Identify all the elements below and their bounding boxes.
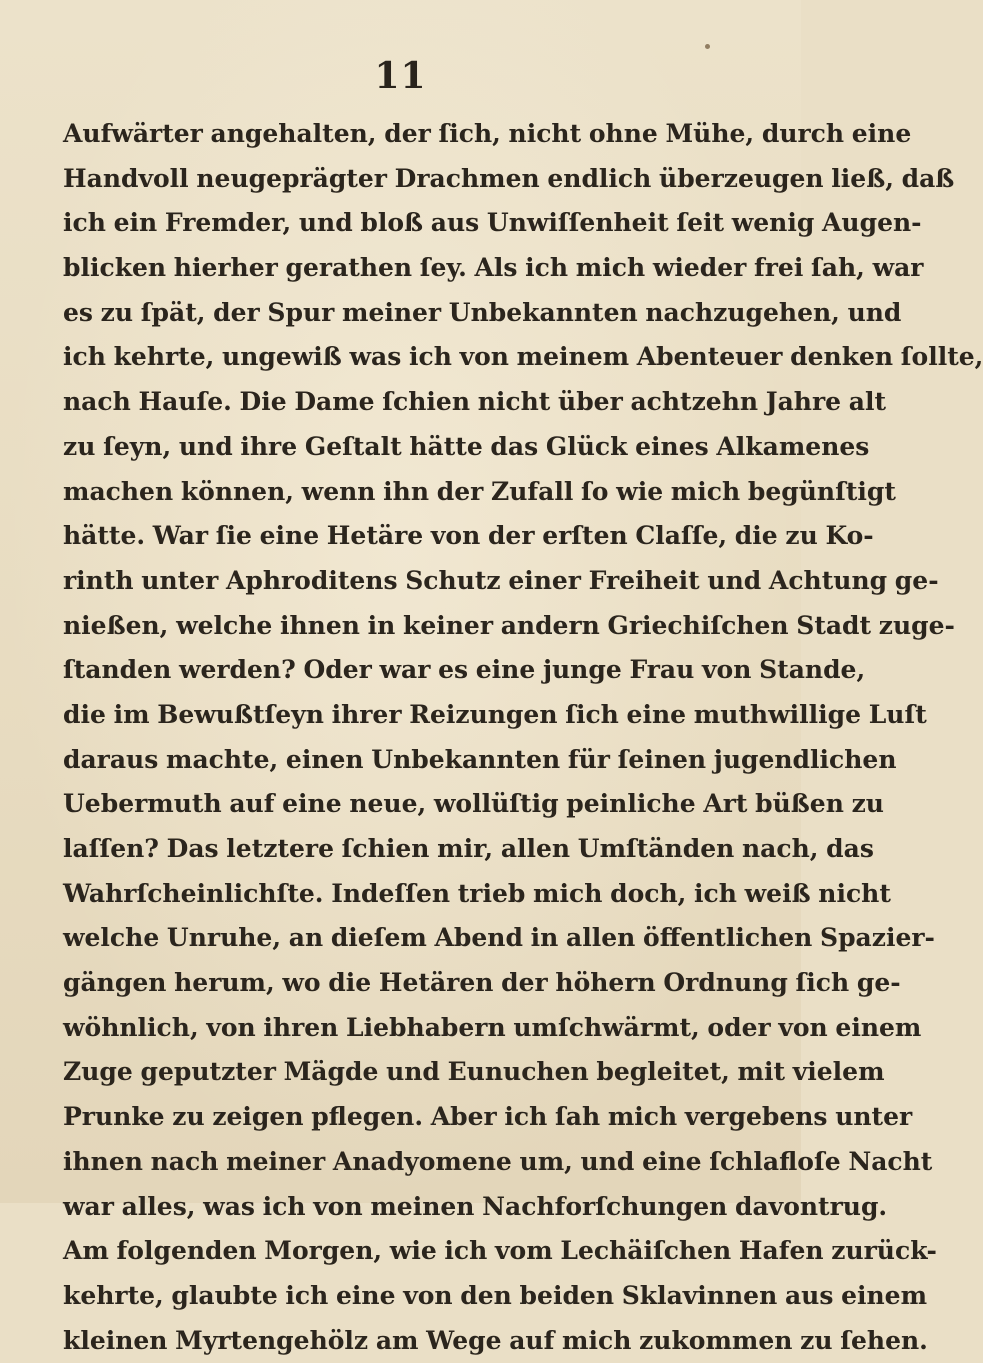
text-line: Uebermuth auf eine neue, wollüſtig peinliche Art büßen zu: [63, 789, 884, 819]
text-line: gängen herum, wo die Hetären der höhern Ordnung ſich ge-: [63, 968, 901, 998]
text-line: Aufwärter angehalten, der ſich, nicht ohne Mühe, durch eine: [63, 119, 912, 148]
text-line: war alles, was ich von meinen Nachforſchungen davontrug.: [63, 1191, 888, 1221]
text-line: Prunke zu zeigen pflegen. Aber ich ſah mich vergebens unter: [63, 1102, 913, 1132]
text-line: die im Bewußtſeyn ihrer Reizungen ſich eine muthwillige Luſt: [63, 699, 927, 729]
text-line: blicken hierher gerathen ſey. Als ich mich wieder frei ſah, war: [63, 253, 924, 283]
text-line: laſſen? Das letztere ſchien mir, allen Umſtänden nach, das: [63, 834, 874, 863]
text-line: nießen, welche ihnen in keiner andern Griechiſchen Stadt zuge-: [63, 610, 955, 640]
text-line: Wahrſcheinlichſte. Indeſſen trieb mich doch, ich weiß nicht: [63, 878, 891, 908]
text-line: ich kehrte, ungewiß was ich von meinem Abenteuer denken ſollte,: [63, 342, 983, 372]
text-line: kehrte, glaubte ich eine von den beiden Sklavinnen aus einem: [63, 1280, 928, 1310]
text-line: zu ſeyn, und ihre Geſtalt hätte das Glück eines Alkamenes: [63, 431, 870, 461]
text-line: rinth unter Aphroditens Schutz einer Freiheit und Achtung ge-: [63, 565, 939, 595]
text-line: es zu ſpät, der Spur meiner Unbekannten nachzugehen, und: [63, 297, 902, 327]
text-line: daraus machte, einen Unbekannten für ſeinen jugendlichen: [63, 744, 897, 774]
paper-speck: [705, 44, 710, 49]
body-text: [63, 112, 983, 1363]
text-line: Zuge geputzter Mägde und Eunuchen begleitet, mit vielem: [63, 1057, 885, 1087]
text-line: ſtanden werden? Oder war es eine junge Frau von Stande,: [63, 655, 866, 685]
text-line: hätte. War ſie eine Hetäre von der erſten Claſſe, die zu Ko-: [63, 521, 874, 551]
text-line: welche Unruhe, an dieſem Abend in allen öffentlichen Spazier-: [63, 923, 935, 953]
text-line: Am folgenden Morgen, wie ich vom Lechäiſchen Hafen zurück-: [63, 1236, 937, 1266]
text-line: ich ein Fremder, und bloß aus Unwiſſenheit ſeit wenig Augen-: [63, 208, 922, 238]
text-line: kleinen Myrtengehölz am Wege auf mich zukommen zu ſehen.: [63, 1325, 928, 1355]
text-line: nach Hauſe. Die Dame ſchien nicht über achtzehn Jahre alt: [63, 387, 886, 417]
text-line: ihnen nach meiner Anadyomene um, und eine ſchlafloſe Nacht: [63, 1146, 933, 1176]
text-line: machen können, wenn ihn der Zufall ſo wie mich begünſtigt: [63, 476, 896, 506]
text-line: wöhnlich, von ihren Liebhabern umſchwärmt, oder von einem: [63, 1012, 922, 1042]
text-line: Handvoll neugeprägter Drachmen endlich überzeugen ließ, daß: [63, 163, 955, 193]
page-number: 11: [374, 55, 427, 97]
